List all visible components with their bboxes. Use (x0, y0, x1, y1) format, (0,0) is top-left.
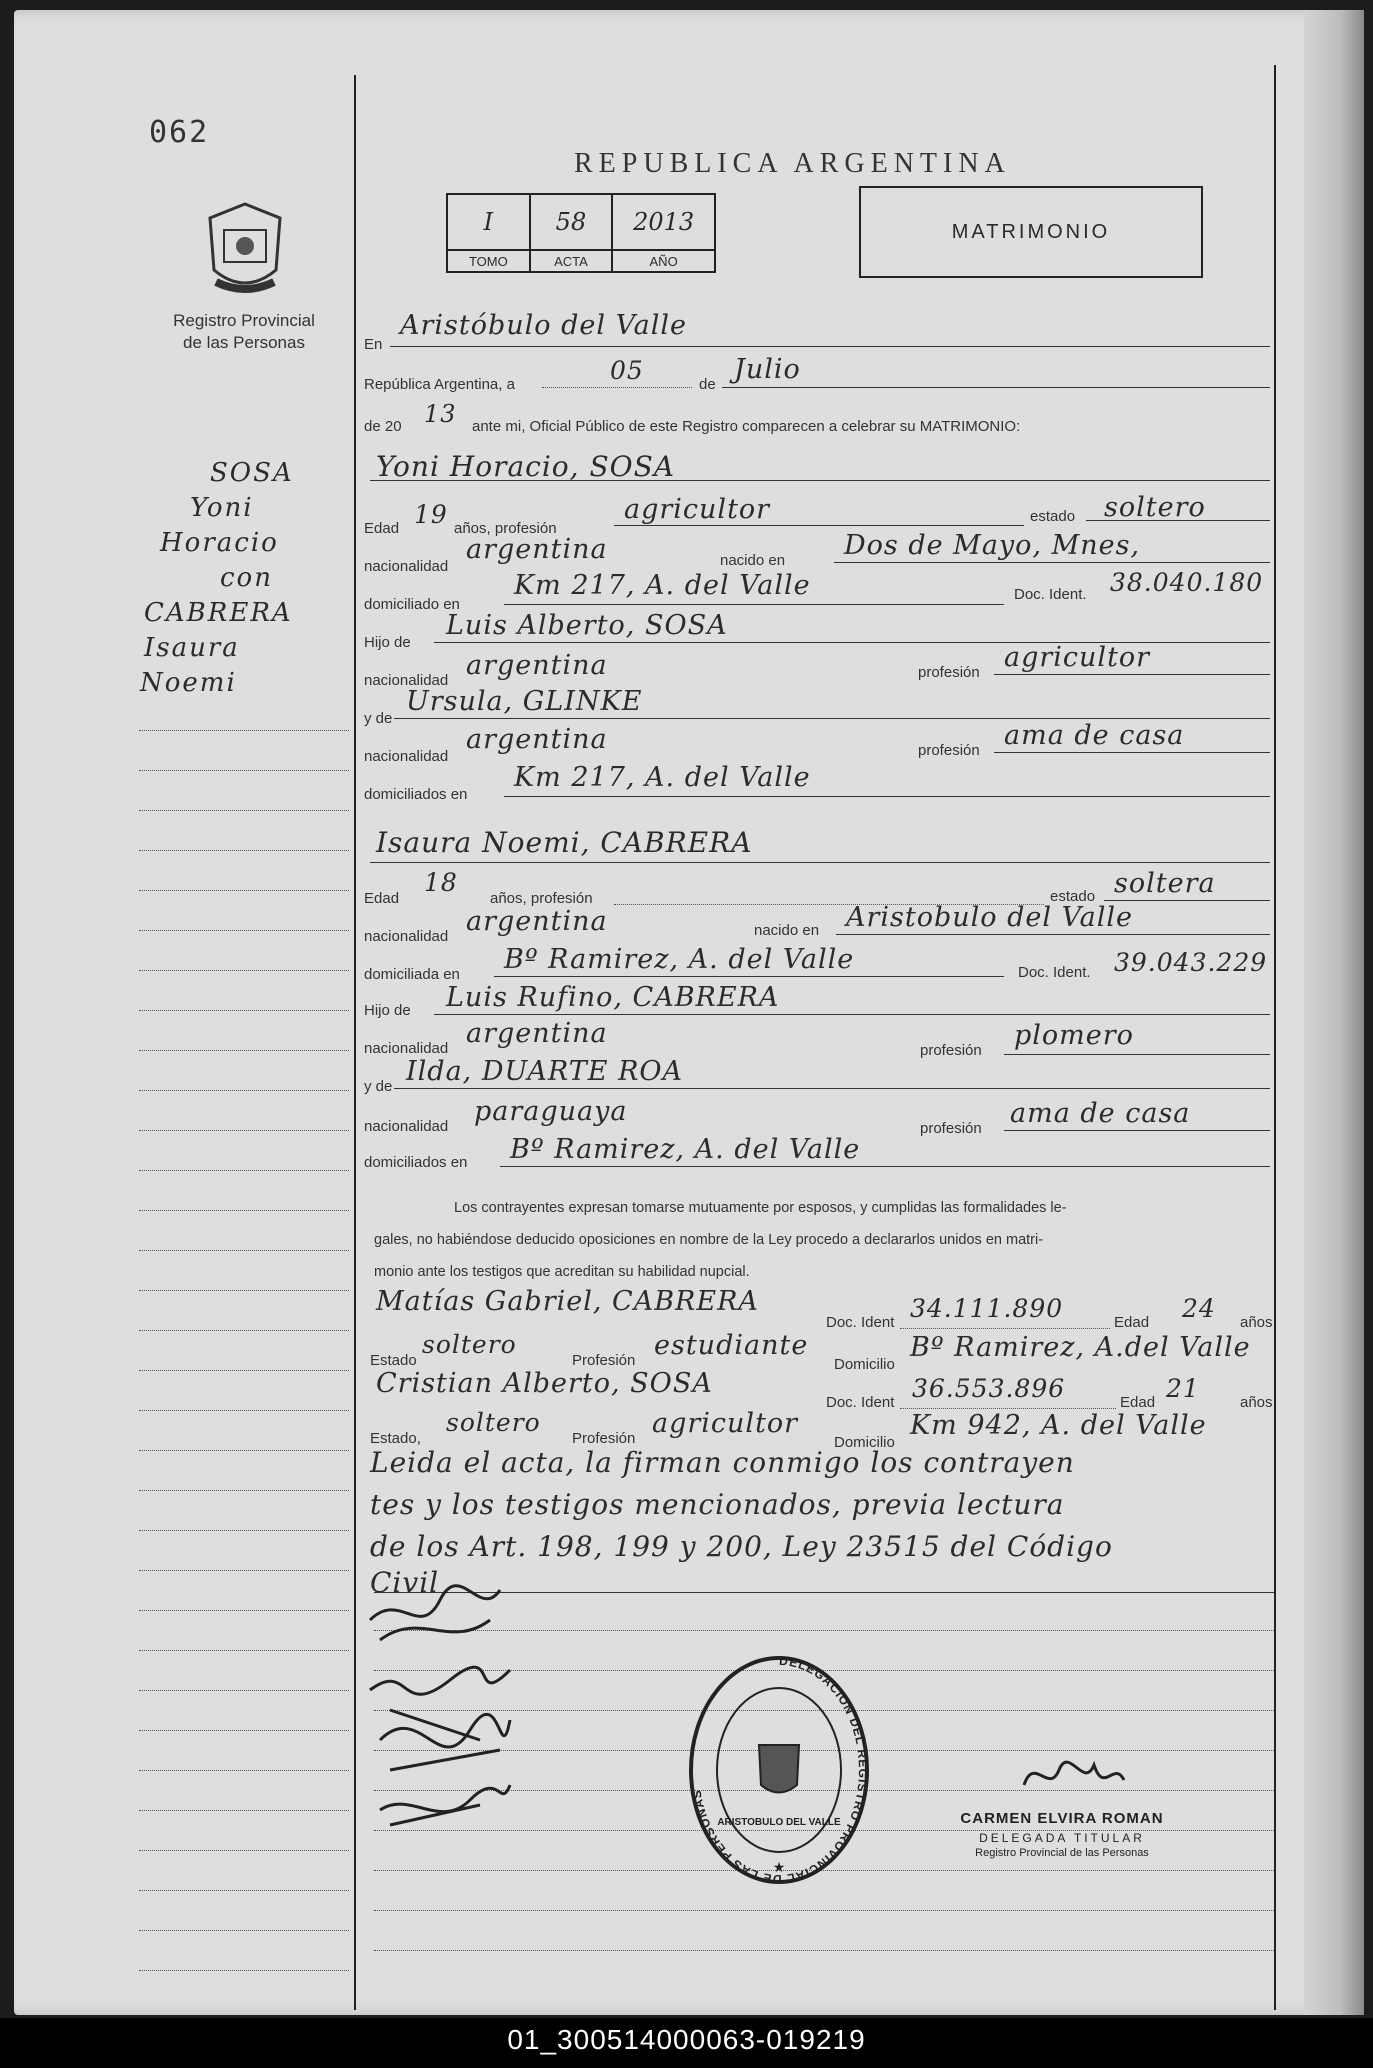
groom-nacionalidad: argentina (466, 534, 608, 565)
groom-father-nac-label: nacionalidad (364, 672, 449, 689)
svg-text:★: ★ (772, 1860, 786, 1876)
act-type-label: MATRIMONIO (951, 221, 1111, 243)
en-label: En (364, 336, 383, 353)
svg-text:DELEGACION DEL REGISTRO PROVIN: DELEGACION DEL REGISTRO PROVINCIAL DE LAS PERSONAS (689, 1653, 871, 1887)
witness-1-estado-label: Estado (370, 1352, 417, 1369)
register-page (14, 10, 1354, 2015)
bride-father-prof-label: profesión (920, 1042, 982, 1059)
margin-note-line: Noemi (140, 668, 237, 698)
bride-edad: 18 (424, 868, 458, 897)
witness-1-edad: 24 (1182, 1294, 1216, 1323)
witness-2-estado: soltero (446, 1408, 541, 1437)
groom-father-nat: argentina (466, 650, 608, 681)
bride-nacionalidad: argentina (466, 906, 608, 937)
groom-domicilio: Km 217, A. del Valle (514, 570, 811, 601)
tomo-label: TOMO (447, 250, 530, 272)
groom-dom-label: domiciliado en (364, 596, 460, 613)
republic-label: República Argentina, a (364, 376, 515, 393)
witness-2-prof-label: Profesión (572, 1430, 636, 1447)
closing-line: Civil (370, 1566, 440, 1599)
margin-note-line: Horacio (160, 528, 279, 558)
witness-1-estado: soltero (422, 1330, 517, 1359)
groom-edad: 19 (414, 500, 448, 529)
witness-1-profesion: estudiante (654, 1330, 809, 1361)
groom-father: Luis Alberto, SOSA (446, 610, 728, 641)
witness-2-profesion: agricultor (652, 1408, 799, 1439)
witness-2-domicilio: Km 942, A. del Valle (910, 1410, 1207, 1441)
acta-label: ACTA (530, 250, 613, 272)
bride-mother-prof: ama de casa (1010, 1098, 1191, 1129)
bride-nacido-label: nacido en (754, 922, 820, 939)
tomo-value: I (447, 194, 530, 250)
bride-father-nat: argentina (466, 1018, 608, 1049)
official-seal (684, 1650, 874, 1890)
groom-estado-label: estado (1030, 508, 1076, 525)
closing-line: tes y los testigos mencionados, previa lectura (370, 1488, 1065, 1521)
groom-mother: Ursula, GLINKE (406, 686, 643, 717)
declaration-line: monio ante los testigos que acreditan su habilidad nupcial. (374, 1264, 750, 1280)
bride-doc-label: Doc. Ident. (1018, 964, 1091, 981)
official-name: CARMEN ELVIRA ROMAN (960, 1810, 1164, 1827)
margin-note-line: Isaura (144, 633, 240, 663)
bride-father: Luis Rufino, CABRERA (446, 982, 780, 1013)
witness-1-prof-label: Profesión (572, 1352, 636, 1369)
bride-hijo-label: Hijo de (364, 1002, 411, 1019)
groom-mother-nac-label: nacionalidad (364, 748, 449, 765)
bride-edad-label: Edad (364, 890, 400, 907)
registry-line-1: Registro Provincial (173, 311, 315, 330)
province-logo (202, 200, 288, 300)
groom-parents-dom: Km 217, A. del Valle (514, 762, 811, 793)
witness-2-doc-label: Doc. Ident (826, 1394, 895, 1411)
bride-parents-dom: Bº Ramirez, A. del Valle (510, 1134, 861, 1165)
witness-1-domicilio: Bº Ramirez, A.del Valle (910, 1332, 1251, 1363)
official-stamp (922, 1810, 1202, 1859)
bride-father-nac-label: nacionalidad (364, 1040, 449, 1057)
month-value: Julio (734, 354, 801, 385)
statement-text: ante mi, Oficial Público de este Registro comparecen a celebrar su MATRIMONIO: (472, 418, 1021, 435)
folio-number: 062 (149, 115, 210, 150)
groom-mother-prof-label: profesión (918, 742, 980, 759)
witness-1-doc: 34.111.890 (910, 1294, 1064, 1323)
day-value: 05 (610, 356, 644, 385)
margin-note-line: SOSA (210, 458, 294, 488)
groom-father-prof: agricultor (1004, 642, 1151, 673)
registry-name (114, 310, 374, 354)
groom-doc: 38.040.180 (1110, 568, 1264, 597)
bride-mother-nat: paraguaya (474, 1096, 628, 1127)
witness-1-anos-label: años (1240, 1314, 1273, 1331)
official-signature (1014, 1745, 1134, 1805)
groom-mother-nat: argentina (466, 724, 608, 755)
signatures (360, 1580, 520, 1840)
registry-line-2: de las Personas (183, 333, 305, 352)
witness-1-doc-label: Doc. Ident (826, 1314, 895, 1331)
place-value: Aristóbulo del Valle (400, 310, 687, 341)
acta-reference-table (446, 193, 716, 273)
bride-mother-prof-label: profesión (920, 1120, 982, 1137)
bride-doc: 39.043.229 (1114, 948, 1268, 977)
witness-2-name: Cristian Alberto, SOSA (376, 1368, 713, 1399)
witness-1-name: Matías Gabriel, CABRERA (376, 1286, 759, 1317)
groom-doc-label: Doc. Ident. (1014, 586, 1087, 603)
groom-anos-label: años, profesión (454, 520, 557, 537)
groom-nacido-en: Dos de Mayo, Mnes, (844, 530, 1141, 561)
svg-text:ARISTOBULO DEL VALLE: ARISTOBULO DEL VALLE (717, 1817, 841, 1828)
bride-name: Isaura Noemi, CABRERA (376, 826, 753, 859)
bride-nacido-en: Aristobulo del Valle (846, 902, 1133, 933)
margin-divider (354, 75, 356, 2010)
groom-parents-dom-label: domiciliados en (364, 786, 468, 803)
bride-domicilio: Bº Ramirez, A. del Valle (504, 944, 855, 975)
bride-mother: Ilda, DUARTE ROA (406, 1056, 684, 1087)
anio-value: 2013 (612, 194, 715, 250)
right-border (1274, 65, 1276, 2010)
act-type-box (859, 186, 1203, 278)
closing-line: de los Art. 198, 199 y 200, Ley 23515 del Código (370, 1530, 1113, 1563)
document-id: 01_300514000063-019219 (507, 2024, 866, 2055)
year-value: 13 (424, 400, 457, 428)
groom-mother-prof: ama de casa (1004, 720, 1185, 751)
groom-estado: soltero (1104, 492, 1206, 523)
bride-yde-label: y de (364, 1078, 393, 1095)
margin-note-line: con (220, 563, 273, 593)
margin-note-line: Yoni (190, 493, 254, 523)
bride-estado-label: estado (1050, 888, 1096, 905)
witness-1-dom-label: Domicilio (834, 1356, 895, 1373)
closing-line: Leida el acta, la firman conmigo los contrayen (370, 1446, 1075, 1479)
declaration-line: Los contrayentes expresan tomarse mutuamente por esposos, y cumplidas las formalidades le- (454, 1200, 1067, 1216)
margin-note-line: CABRERA (144, 598, 293, 628)
groom-nacido-label: nacido en (720, 552, 786, 569)
groom-edad-label: Edad (364, 520, 400, 537)
declaration-line: gales, no habiéndose deducido oposiciones en nombre de la Ley procedo a declararlos unidos en matri- (374, 1232, 1044, 1248)
header-title: REPUBLICA ARGENTINA (574, 148, 1011, 179)
groom-profesion: agricultor (624, 494, 771, 525)
witness-2-edad-label: Edad (1120, 1394, 1156, 1411)
groom-hijo-label: Hijo de (364, 634, 411, 651)
bride-dom-label: domiciliada en (364, 966, 460, 983)
groom-name: Yoni Horacio, SOSA (376, 450, 675, 483)
groom-nac-label: nacionalidad (364, 558, 449, 575)
groom-yde-label: y de (364, 710, 393, 727)
witness-1-edad-label: Edad (1114, 1314, 1150, 1331)
witness-2-anos-label: años (1240, 1394, 1273, 1411)
official-title: DELEGADA TITULAR (979, 1831, 1145, 1845)
book-binding (1304, 10, 1364, 2015)
bride-estado: soltera (1114, 868, 1216, 899)
witness-2-estado-label: Estado, (370, 1430, 421, 1447)
bride-father-prof: plomero (1014, 1020, 1134, 1051)
official-org: Registro Provincial de las Personas (975, 1847, 1149, 1859)
bride-parents-dom-label: domiciliados en (364, 1154, 468, 1171)
bride-nac-label: nacionalidad (364, 928, 449, 945)
bride-mother-nac-label: nacionalidad (364, 1118, 449, 1135)
acta-value: 58 (530, 194, 613, 250)
witness-2-dom-label: Domicilio (834, 1434, 895, 1451)
anio-label: AÑO (612, 250, 715, 272)
witness-2-doc: 36.553.896 (912, 1374, 1066, 1403)
bride-anos-label: años, profesión (490, 890, 593, 907)
de-label: de (699, 376, 716, 393)
year-prefix-label: de 20 (364, 418, 402, 435)
witness-2-edad: 21 (1166, 1374, 1200, 1403)
groom-father-prof-label: profesión (918, 664, 980, 681)
